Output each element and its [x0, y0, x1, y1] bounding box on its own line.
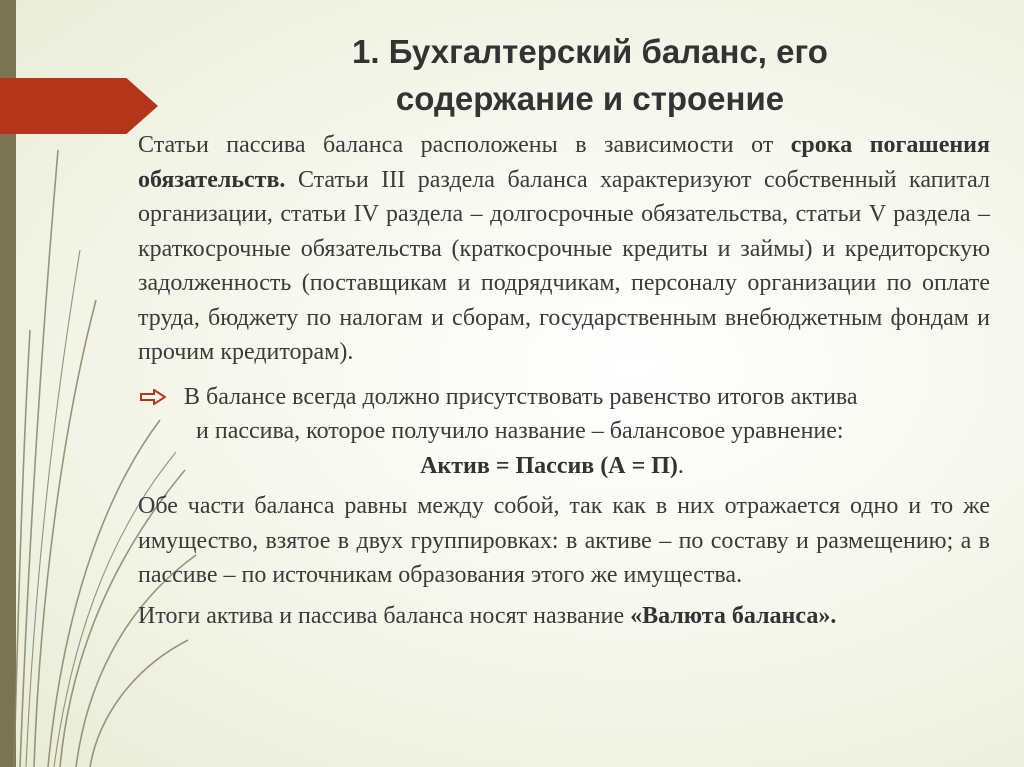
equation-text: Актив = Пассив (А = П) [420, 452, 678, 479]
arrow-bullet-icon [140, 389, 166, 405]
bullet-line-2: и пассива, которое получило название – балансовое уравнение: [196, 418, 844, 444]
arrow-banner [0, 78, 158, 134]
paragraph-equal-parts: Обе части баланса равны между собой, так как в них отражается одно и то же имущество, взятое в двух группировках: в активе – по составу и размещению; а в пассиве – по источникам образования этого же имущества. [138, 493, 990, 588]
title-line-2: содержание и строение [395, 80, 785, 117]
paragraph-3-bold: «Валюта баланса». [630, 602, 837, 629]
slide-content [138, 128, 990, 633]
balance-equation [184, 449, 990, 484]
paragraph-1-text-a: Статьи пассива баланса расположены в зависимости от [138, 132, 791, 158]
paragraph-1-bold: срока погашения обязательств. [138, 132, 990, 193]
bullet-balance-equation [138, 380, 990, 484]
paragraph-balance-currency [138, 599, 990, 634]
equation-end: . [677, 452, 684, 479]
title-line-1: 1. Бухгалтерский баланс, его [352, 33, 828, 70]
paragraph-1-text-b: Статьи III раздела баланса характеризуют собственный капитал организации, статьи IV раздела – долгосрочные обязательства, статьи V раздела – краткосрочные обязательства (краткосрочные кредиты и займы) и кредиторскую задолженность (поставщикам и подрядчикам, персоналу организации по оплате труда, бюджету по налогам и сборам, государственным внебюджетным фондам и прочим кредиторам). [138, 166, 990, 365]
bullet-line-1: В балансе всегда должно присутствовать равенство итогов актива [184, 383, 858, 410]
paragraph-liabilities [138, 128, 990, 370]
slide-title [210, 28, 970, 122]
paragraph-3-text: Итоги актива и пассива баланса носят название [138, 602, 631, 629]
